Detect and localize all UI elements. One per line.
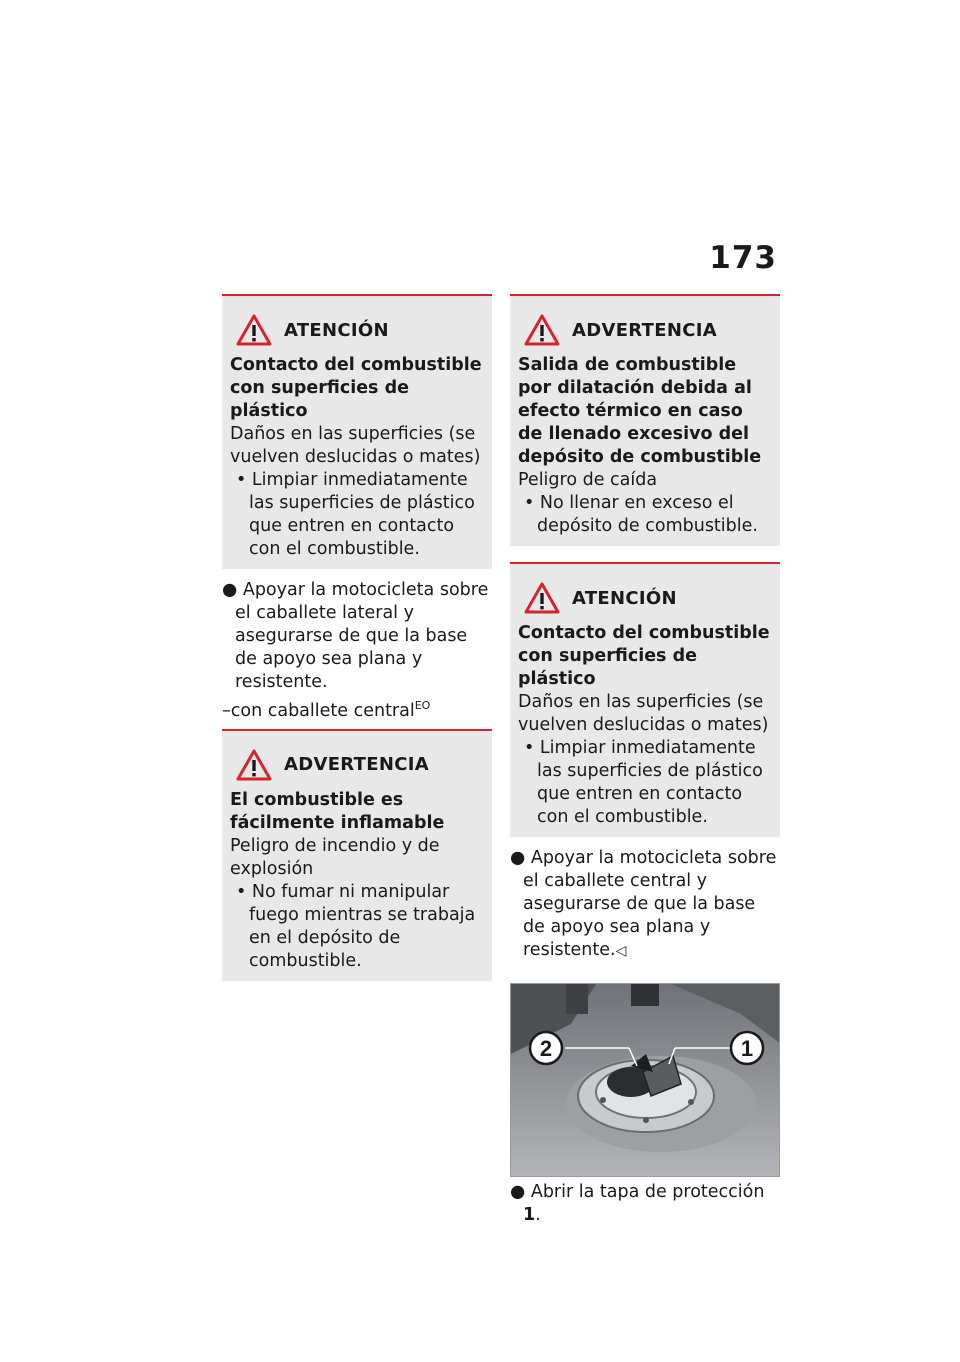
right-column [510,294,780,1227]
left-column [222,294,492,981]
notice-text: Peligro de incendio y de explosión [230,835,440,879]
fuel-cap-figure [510,983,780,1177]
warning-triangle-icon [524,582,560,614]
variant-line: –con caballete central$^{EO}$ [222,699,431,721]
step-item: ● Apoyar la motocicleta sobre el caballete lateral y asegurarse de que la base de apoyo sea plana y resistente. [222,580,489,692]
warning-notice [510,294,780,546]
step-item: ● Abrir la tapa de protección 1. [510,1182,765,1225]
notice-action-item: • No llenar en exceso el depósito de combustible. [524,493,758,536]
figure-callout-1: 1 [740,1036,754,1061]
notice-text: Daños en las superficies (se vuelven deslucidas o mates) [518,692,769,735]
warning-triangle-icon [236,749,272,781]
notice-subject: El combustible es fácilmente inflamable [230,789,445,833]
caution-notice [510,562,780,837]
notice-title: ATENCIÓN [572,587,677,609]
notice-title: ADVERTENCIA [572,319,717,341]
notice-action-item: • Limpiar inmediatamente las superficies de plástico que entren en contacto con el combustible. [524,738,763,827]
page-number: 173 [709,240,777,276]
caution-notice [222,294,492,569]
step-item: ● Apoyar la motocicleta sobre el caballete central y asegurarse de que la base de apoyo sea plana y resistente.◁ [510,848,777,960]
notice-action-item: • No fumar ni manipular fuego mientras se trabaja en el depósito de combustible. [236,881,476,971]
notice-text: Peligro de caída [518,470,658,490]
variant-tag: EO [414,699,431,712]
notice-title: ADVERTENCIA [284,754,429,776]
end-of-section-icon: ◁ [615,943,627,959]
warning-triangle-icon [236,314,272,346]
notice-action-item: • Limpiar inmediatamente las superficies de plástico que entren en contacto con el combustible. [236,470,475,559]
warning-notice [222,729,492,981]
fuel-tank-illustration [511,984,780,1177]
figure-callout-2: 2 [539,1036,553,1061]
notice-subject: Salida de combustible por dilatación debida al efecto térmico en caso de llenado excesivo del depósito de combustible [518,355,762,467]
notice-subject: Contacto del combustible con superficies de plástico [230,355,482,421]
notice-text: Daños en las superficies (se vuelven deslucidas o mates) [230,424,481,467]
notice-title: ATENCIÓN [284,319,389,341]
notice-subject: Contacto del combustible con superficies de plástico [518,623,770,689]
figure-reference: 1 [523,1205,536,1225]
warning-triangle-icon [524,314,560,346]
